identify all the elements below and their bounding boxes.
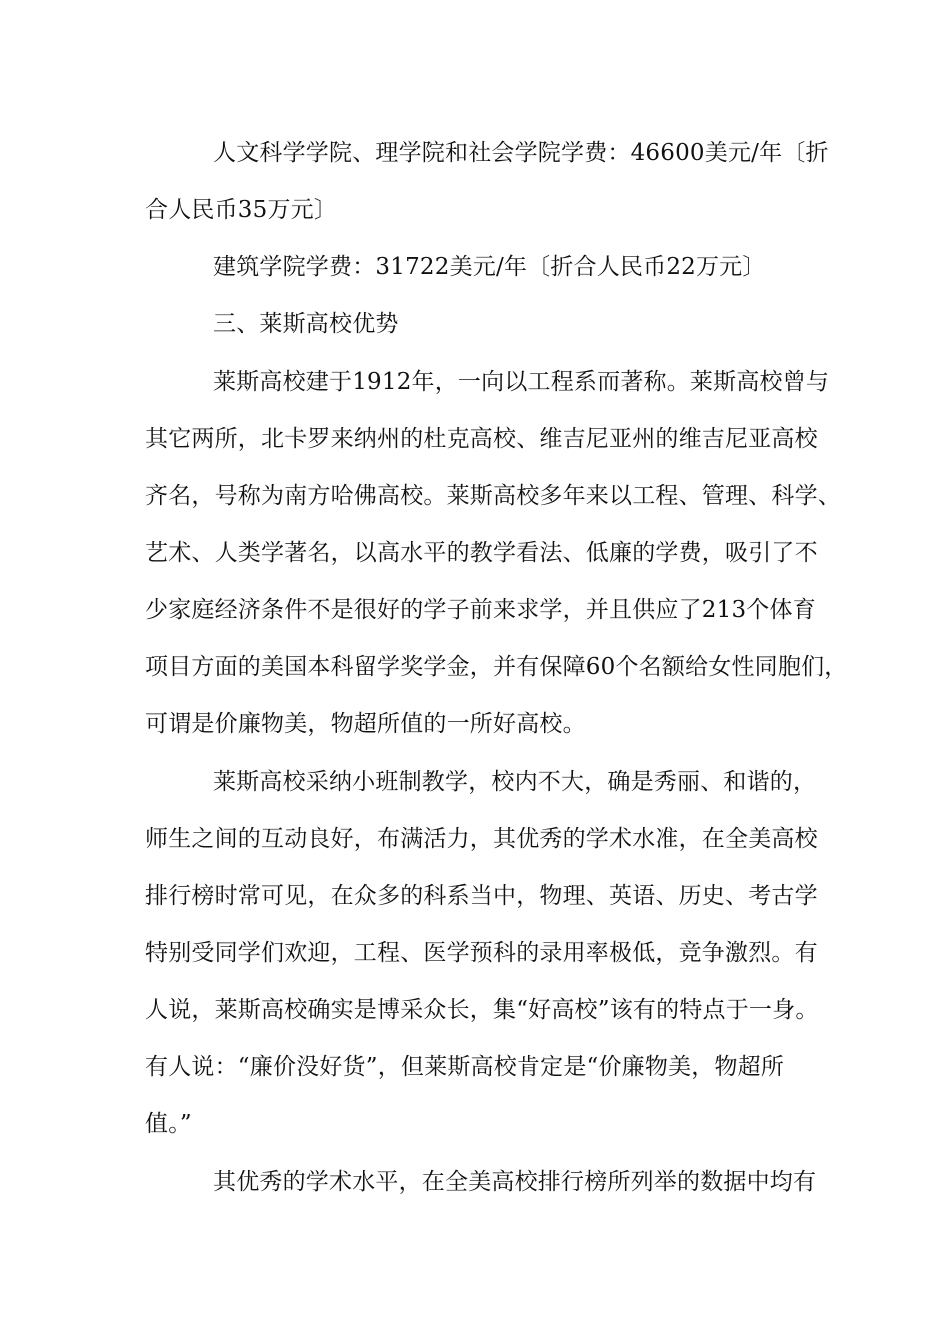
text-line: 人文科学学院、理学院和社会学院学费：46600美元/年〔折 <box>213 140 829 166</box>
text-line: 齐名，号称为南方哈佛高校。莱斯高校多年来以工程、管理、科学、 <box>145 483 841 509</box>
text-line: 莱斯高校采纳小班制教学，校内不大，确是秀丽、和谐的， <box>213 769 817 795</box>
text-line: 师生之间的互动良好，布满活力，其优秀的学术水准，在全美高校 <box>145 826 818 852</box>
text-line: 合人民币35万元〕 <box>145 197 338 223</box>
text-line: 值。” <box>145 1111 192 1137</box>
text-line: 艺术、人类学著名，以高水平的教学看法、低廉的学费，吸引了不 <box>145 540 818 566</box>
section-heading: 三、莱斯高校优势 <box>213 311 399 337</box>
text-line: 建筑学院学费：31722美元/年〔折合人民币22万元〕 <box>213 254 766 280</box>
text-line: 项目方面的美国本科留学奖学金，并有保障60个名额给女性同胞们， <box>145 654 848 680</box>
text-line: 有人说：“廉价没好货”，但莱斯高校肯定是“价廉物美，物超所 <box>145 1054 785 1080</box>
text-line: 少家庭经济条件不是很好的学子前来求学，并且供应了213个体育 <box>145 597 816 623</box>
text-line: 其它两所，北卡罗来纳州的杜克高校、维吉尼亚州的维吉尼亚高校 <box>145 426 818 452</box>
text-line: 可谓是价廉物美，物超所值的一所好高校。 <box>145 711 586 737</box>
text-line: 人说，莱斯高校确实是博采众长，集“好高校”该有的特点于一身。 <box>145 997 819 1023</box>
text-line: 莱斯高校建于1912年，一向以工程系而著称。莱斯高校曾与 <box>213 369 830 395</box>
text-line: 特别受同学们欢迎，工程、医学预科的录用率极低，竞争激烈。有 <box>145 940 818 966</box>
text-line: 其优秀的学术水平，在全美高校排行榜所列举的数据中均有 <box>213 1169 817 1195</box>
text-line: 排行榜时常可见，在众多的科系当中，物理、英语、历史、考古学 <box>145 883 818 909</box>
